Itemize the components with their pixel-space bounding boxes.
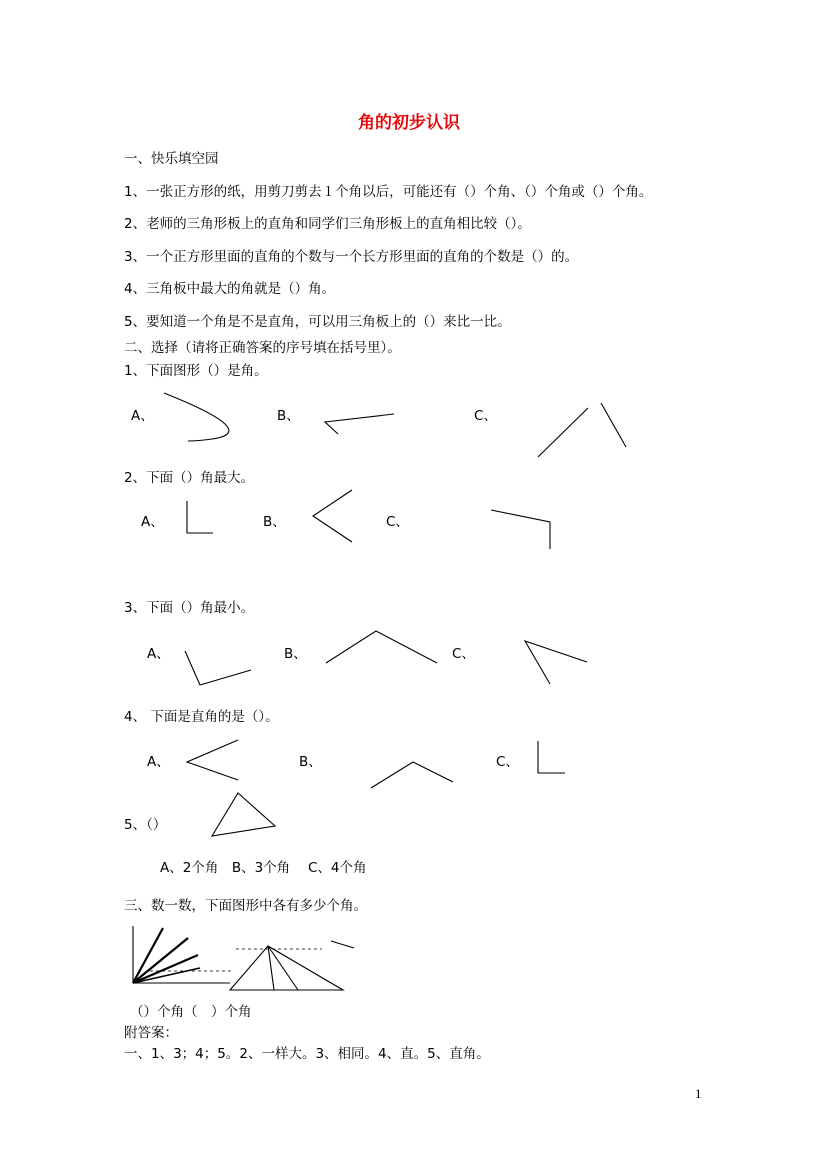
fill-question-1: 1、一张正方形的纸，用剪刀剪去１个角以后，可能还有（）个角、（）个角或（）个角。 — [124, 184, 653, 200]
q2-figure-a-right-angle — [187, 501, 213, 533]
count-answer-line: （）个角（ ）个角 — [130, 1004, 252, 1020]
page-number: 1 — [695, 1086, 702, 1101]
q1-option-a-label: A、 — [131, 408, 154, 424]
q1-option-c-label: C、 — [474, 408, 497, 424]
q2-option-c-label: C、 — [386, 514, 409, 530]
fill-question-3: 3、一个正方形里面的直角的个数与一个长方形里面的直角的个数是（）的。 — [124, 249, 579, 265]
q3-option-b-label: B、 — [284, 646, 307, 662]
q2-figure-c-obtuse-angle — [491, 510, 550, 549]
q4-figure-b-angle — [371, 762, 453, 788]
q1-figure-b-angle — [325, 414, 394, 434]
q1-figure-c-line-right — [601, 403, 626, 447]
choice-question-5: 5、（） — [124, 817, 167, 833]
q4-figure-c-right-angle — [538, 741, 565, 773]
q4-option-a-label: A、 — [147, 754, 170, 770]
triangle-short-stroke — [331, 941, 354, 948]
answers-text: 一、1、3；4；5。2、一样大。3、相同。4、直。5、直角。 — [124, 1046, 490, 1062]
section3-heading: 三、数一数，下面图形中各有多少个角。 — [124, 898, 367, 914]
fan-ray-1 — [133, 928, 163, 983]
q3-option-c-label: C、 — [452, 646, 475, 662]
page-title: 角的初步认识 — [358, 113, 460, 133]
q3-figure-b-angle — [326, 631, 437, 663]
q5-options: A、2个角 B、3个角 C、4个角 — [160, 860, 367, 876]
q4-figure-a-angle — [187, 740, 238, 780]
answers-heading: 附答案： — [124, 1025, 178, 1041]
triangle-inner-line-2 — [268, 946, 298, 990]
fill-question-4: 4、三角板中最大的角就是（）角。 — [124, 281, 336, 297]
q4-option-c-label: C、 — [496, 754, 519, 770]
triangle-outline — [230, 946, 343, 990]
choice-question-4: 4、 下面是直角的是（）。 — [124, 709, 279, 725]
fill-question-5: 5、要知道一个角是不是直角，可以用三角板上的（）来比一比。 — [124, 314, 511, 330]
q3-figure-c-angle — [525, 641, 587, 684]
q3-option-a-label: A、 — [147, 646, 170, 662]
q4-option-b-label: B、 — [299, 754, 322, 770]
q2-option-a-label: A、 — [141, 514, 164, 530]
choice-question-1: 1、下面图形（）是角。 — [124, 363, 268, 379]
section2-heading: 二、选择（请将正确答案的序号填在括号里）。 — [124, 340, 401, 356]
q1-figure-c-line-left — [538, 408, 588, 457]
q2-option-b-label: B、 — [263, 514, 286, 530]
fan-ray-3 — [133, 955, 198, 983]
q5-triangle — [212, 793, 275, 836]
q1-option-b-label: B、 — [277, 408, 300, 424]
section1-heading: 一、快乐填空园 — [124, 151, 219, 167]
q2-figure-b-acute-angle — [313, 490, 352, 542]
choice-question-3: 3、下面（）角最小。 — [124, 600, 255, 616]
q3-figure-a-angle — [185, 651, 251, 685]
fill-question-2: 2、老师的三角形板上的直角和同学们三角形板上的直角相比较（）。 — [124, 216, 531, 232]
q1-figure-a-curve — [164, 393, 229, 441]
choice-question-2: 2、下面（）角最大。 — [124, 470, 255, 486]
